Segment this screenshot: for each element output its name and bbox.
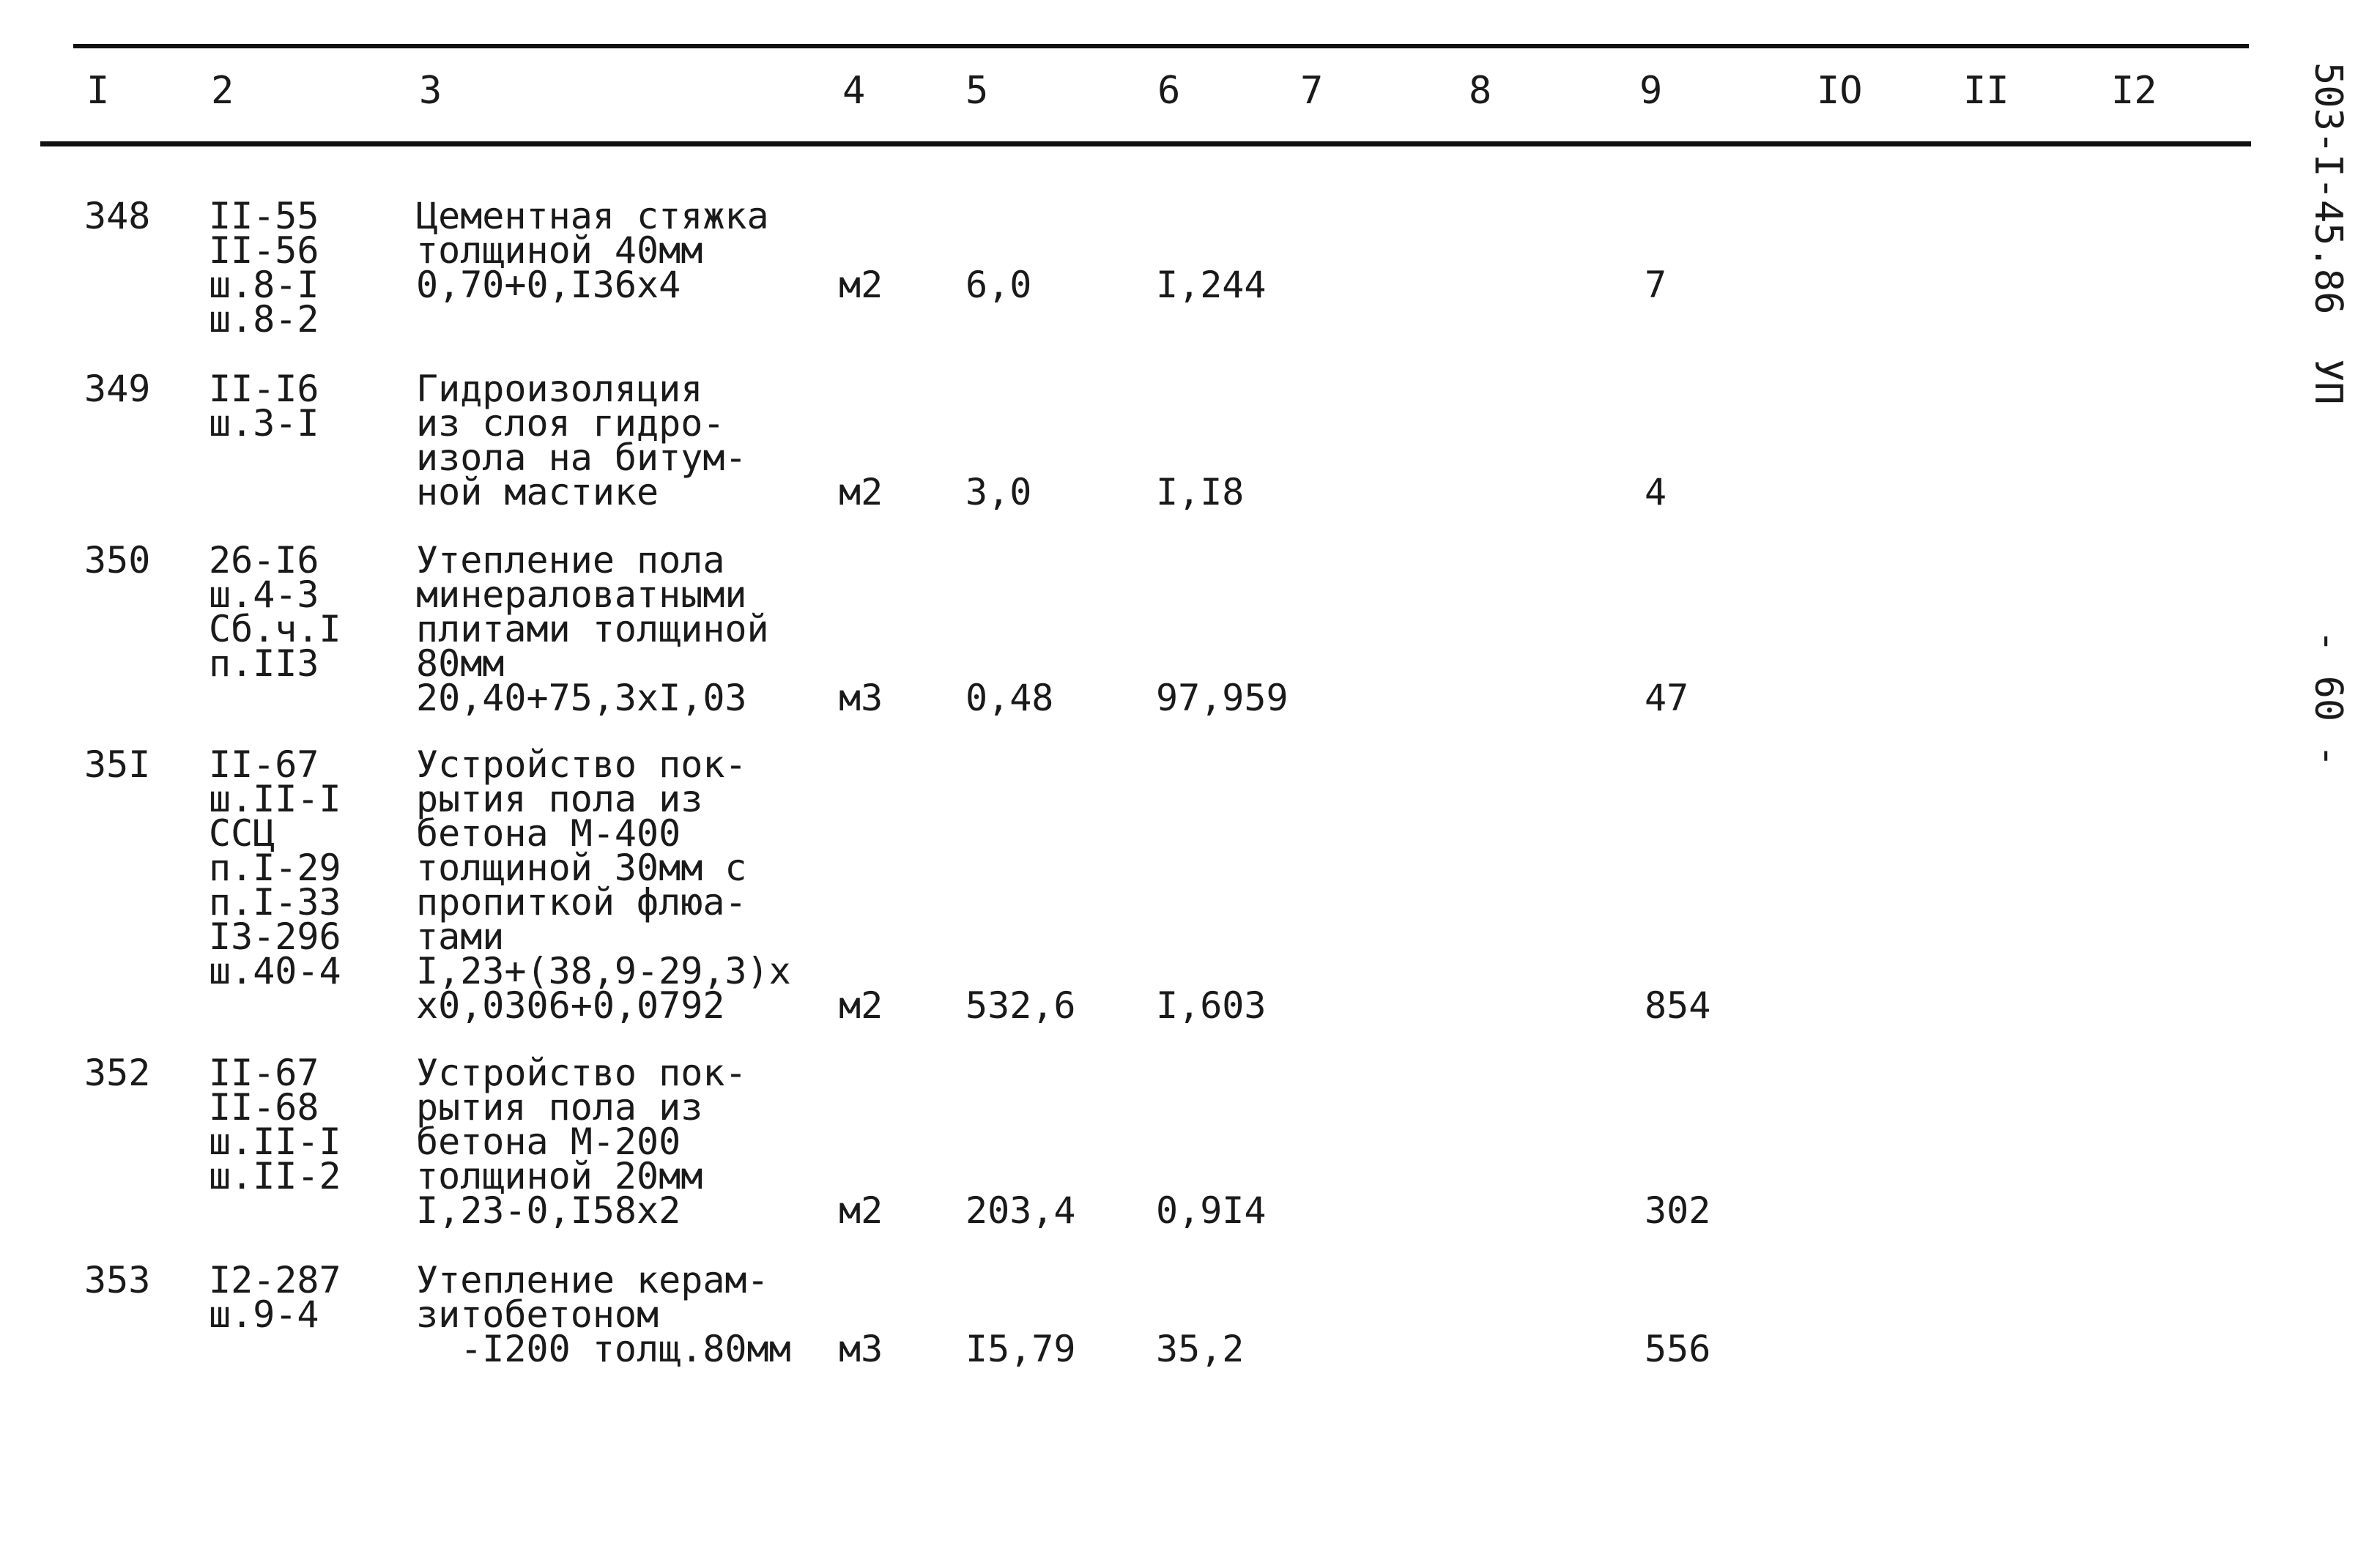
norm-reference: II-I6 ш.3-I bbox=[209, 368, 319, 445]
column-header: 7 bbox=[1300, 69, 1324, 113]
total-cost: 7 bbox=[1645, 264, 1667, 306]
column-header: I bbox=[86, 69, 110, 113]
column-header: 2 bbox=[211, 69, 234, 113]
unit-rate: 0,9I4 bbox=[1156, 1189, 1267, 1232]
work-description: Устройство пок- рытия пола из бетона М-400 толщиной 30мм с пропиткой флюа- тами I,23+(38,9-29,3)x x0,0306+0,0792 bbox=[416, 743, 791, 1027]
row-number: 352 bbox=[84, 1052, 151, 1094]
page-number: - 60 - bbox=[2306, 630, 2350, 768]
unit: м2 bbox=[839, 471, 883, 513]
column-header: 9 bbox=[1639, 69, 1663, 113]
column-header: II bbox=[1963, 69, 2009, 113]
column-header: I2 bbox=[2111, 69, 2157, 113]
column-header: 4 bbox=[842, 69, 866, 113]
work-description: Утепление пола минераловатными плитами толщиной 80мм 20,40+75,3xI,03 bbox=[416, 539, 769, 719]
total-cost: 47 bbox=[1645, 677, 1689, 719]
norm-reference: II-67 II-68 ш.II-I ш.II-2 bbox=[209, 1052, 341, 1197]
document-code: 503-I-45.86 bbox=[2306, 62, 2350, 315]
unit-rate: 35,2 bbox=[1156, 1328, 1245, 1370]
total-cost: 854 bbox=[1645, 984, 1711, 1027]
unit-rate: I,I8 bbox=[1156, 471, 1245, 513]
norm-reference: I2-287 ш.9-4 bbox=[209, 1259, 341, 1336]
unit-rate: 97,959 bbox=[1156, 677, 1289, 719]
album-number: УП bbox=[2306, 359, 2350, 405]
total-cost: 4 bbox=[1645, 471, 1667, 513]
quantity: 6,0 bbox=[965, 264, 1032, 306]
unit: м3 bbox=[839, 1328, 883, 1370]
work-description: Цементная стяжка толщиной 40мм 0,70+0,I36x4 bbox=[416, 195, 769, 306]
column-header: 5 bbox=[965, 69, 989, 113]
quantity: I5,79 bbox=[965, 1328, 1076, 1370]
column-header: 8 bbox=[1469, 69, 1492, 113]
row-number: 350 bbox=[84, 539, 151, 581]
column-header: 3 bbox=[419, 69, 442, 113]
unit-rate: I,603 bbox=[1156, 984, 1267, 1027]
table-top-rule bbox=[73, 44, 2249, 48]
quantity: 3,0 bbox=[965, 471, 1032, 513]
unit-rate: I,244 bbox=[1156, 264, 1267, 306]
total-cost: 556 bbox=[1645, 1328, 1711, 1370]
row-number: 348 bbox=[84, 195, 151, 237]
norm-reference: II-55 II-56 ш.8-I ш.8-2 bbox=[209, 195, 319, 341]
quantity: 0,48 bbox=[965, 677, 1054, 719]
row-number: 349 bbox=[84, 368, 151, 410]
column-header: IO bbox=[1817, 69, 1863, 113]
table-header-rule bbox=[40, 141, 2251, 146]
norm-reference: II-67 ш.II-I ССЦ п.I-29 п.I-33 I3-296 ш.40-4 bbox=[209, 743, 341, 992]
work-description: Утепление керам- зитобетоном -I200 толщ.80мм bbox=[416, 1259, 791, 1370]
work-description: Устройство пок- рытия пола из бетона М-200 толщиной 20мм I,23-0,I58x2 bbox=[416, 1052, 747, 1232]
row-number: 353 bbox=[84, 1259, 151, 1301]
quantity: 532,6 bbox=[965, 984, 1076, 1027]
unit: м2 bbox=[839, 264, 883, 306]
unit: м3 bbox=[839, 677, 883, 719]
norm-reference: 26-I6 ш.4-3 Сб.ч.I п.II3 bbox=[209, 539, 341, 685]
quantity: 203,4 bbox=[965, 1189, 1076, 1232]
unit: м2 bbox=[839, 984, 883, 1027]
row-number: 35I bbox=[84, 743, 151, 786]
work-description: Гидроизоляция из слоя гидро- изола на битум- ной мастике bbox=[416, 368, 747, 513]
unit: м2 bbox=[839, 1189, 883, 1232]
total-cost: 302 bbox=[1645, 1189, 1711, 1232]
column-header: 6 bbox=[1157, 69, 1181, 113]
